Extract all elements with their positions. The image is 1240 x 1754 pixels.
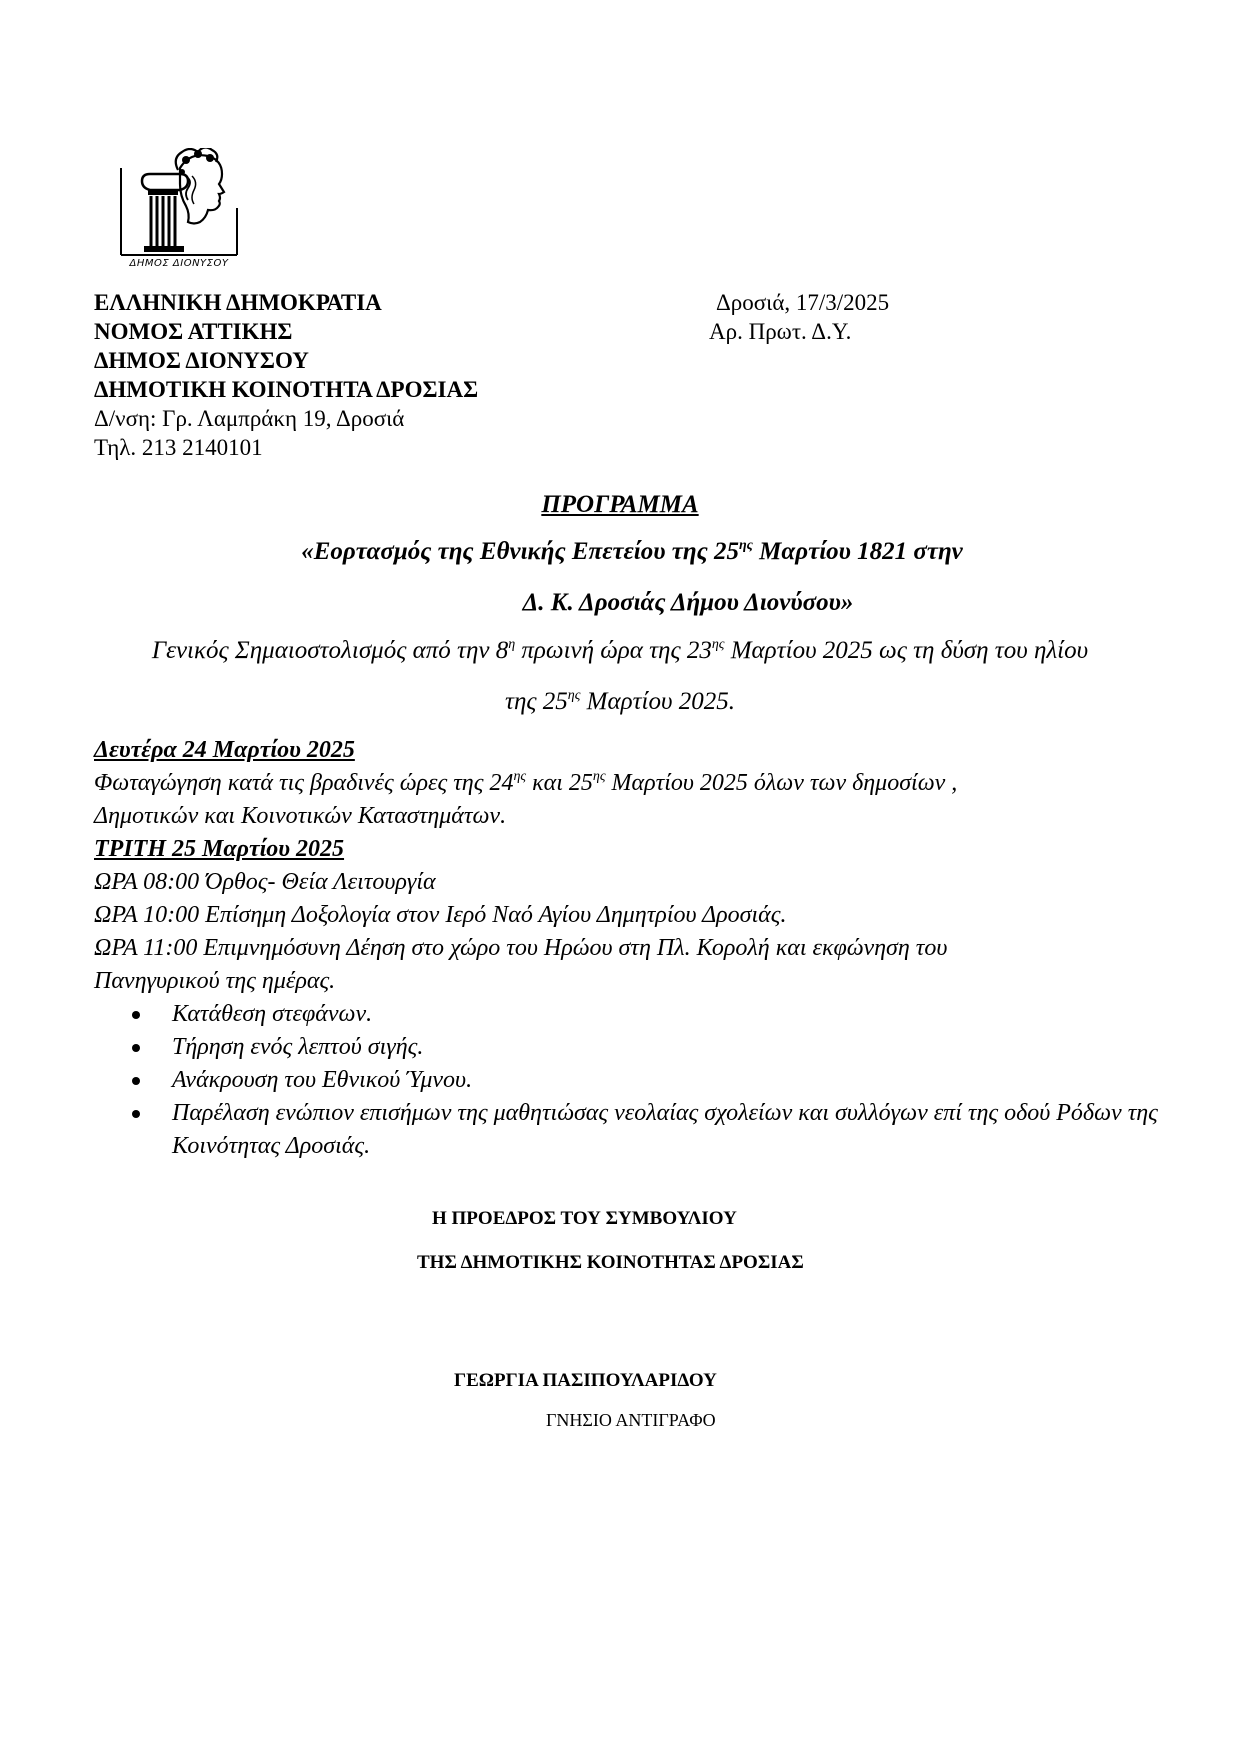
- signature-title-line2: ΤΗΣ ΔΗΜΟΤΙΚΗΣ ΚΟΙΝΟΤΗΤΑΣ ΔΡΟΣΙΑΣ: [417, 1252, 804, 1273]
- tuesday-item-1100-line2: Πανηγυρικού της ημέρας.: [94, 968, 336, 994]
- schedule-body: [94, 734, 1154, 998]
- ordinal-suffix: η: [508, 637, 516, 652]
- header-republic: ΕΛΛΗΝΙΚΗ ΔΗΜΟΚΡΑΤΙΑ: [94, 290, 382, 315]
- flag-decoration-line2: [0, 688, 1240, 716]
- signature-title-line1: Η ΠΡΟΕΔΡΟΣ ΤΟΥ ΣΥΜΒΟΥΛΙΟΥ: [432, 1208, 737, 1229]
- list-item: [124, 1097, 1164, 1163]
- bullet-text: Παρέλαση ενώπιον επισήμων της μαθητιώσας νεολαίας σχολείων και συλλόγων επί της οδού Ρόδων της Κοινότητας Δροσιάς.: [172, 1100, 1158, 1159]
- tuesday-heading: ΤΡΙΤΗ 25 Μαρτίου 2025: [94, 836, 345, 862]
- flag-text-part: Μαρτίου 2025.: [580, 688, 735, 715]
- sender-header: [94, 288, 478, 462]
- true-copy-note: ΓΝΗΣΙΟ ΑΝΤΙΓΡΑΦΟ: [546, 1410, 716, 1430]
- ordinal-suffix: ης: [513, 769, 527, 784]
- bullet-icon: [132, 1011, 140, 1019]
- monday-text-part: και 25: [526, 770, 593, 796]
- header-prefecture: ΝΟΜΟΣ ΑΤΤΙΚΗΣ: [94, 319, 293, 344]
- event-title-part: «Εορτασμός της Εθνικής Επετείου της 25: [301, 538, 739, 565]
- bullet-text: Κατάθεση στεφάνων.: [172, 1001, 373, 1027]
- bullet-icon: [132, 1110, 140, 1118]
- tuesday-item-1000: ΩΡΑ 10:00 Επίσημη Δοξολογία στον Ιερό Ναό Αγίου Δημητρίου Δροσιάς.: [94, 902, 787, 928]
- bullet-icon: [132, 1044, 140, 1052]
- logo-caption: ΔΗΜΟΣ ΔΙΟΝΥΣΟΥ: [129, 258, 229, 269]
- bullet-text: Τήρηση ενός λεπτού σιγής.: [172, 1034, 424, 1060]
- bullet-icon: [132, 1077, 140, 1085]
- ordinal-suffix: ης: [711, 637, 725, 652]
- monday-heading: Δευτέρα 24 Μαρτίου 2025: [94, 737, 355, 763]
- ordinal-suffix: ης: [738, 538, 753, 553]
- flag-text-part: πρωινή ώρα της 23: [515, 637, 712, 664]
- tuesday-item-0800: ΩΡΑ 08:00 Όρθος- Θεία Λειτουργία: [94, 869, 436, 895]
- tuesday-item-1100-line1: ΩΡΑ 11:00 Επιμνημόσυνη Δέηση στο χώρο του Ηρώου στη Πλ. Κορολή και εκφώνηση του: [94, 935, 948, 961]
- list-item: [124, 1031, 1164, 1064]
- signatory-name: ΓΕΩΡΓΙΑ ΠΑΣΙΠΟΥΛΑΡΙΔΟΥ: [454, 1370, 717, 1391]
- flag-text-part: της 25: [505, 688, 568, 715]
- program-heading: ΠΡΟΓΡΑΜΜΑ: [541, 491, 699, 518]
- flag-decoration-line1: [0, 637, 1240, 665]
- monday-text-part: Μαρτίου 2025 όλων των δημοσίων ,: [605, 770, 958, 796]
- monday-text-line1: [94, 767, 1154, 800]
- monday-text-line2: Δημοτικών και Κοινοτικών Καταστημάτων.: [94, 803, 507, 829]
- event-title-line1: [12, 538, 1240, 566]
- monday-text-part: Φωταγώγηση κατά τις βραδινές ώρες της 24: [94, 770, 514, 796]
- ordinal-suffix: ης: [592, 769, 606, 784]
- document-date: Δροσιά, 17/3/2025: [716, 290, 890, 315]
- ordinal-suffix: ης: [567, 688, 581, 703]
- event-title-line2: Δ. Κ. Δροσιάς Δήμου Διονύσου»: [522, 589, 854, 616]
- event-title-part: Μαρτίου 1821 στην: [752, 538, 963, 565]
- list-item: [124, 998, 1164, 1031]
- flag-text-part: Μαρτίου 2025 ως τη δύση του ηλίου: [724, 637, 1089, 664]
- list-item: [124, 1064, 1164, 1097]
- header-phone: Τηλ. 213 2140101: [94, 435, 263, 460]
- ceremony-bullet-list: [124, 998, 1164, 1163]
- bullet-text: Ανάκρουση του Εθνικού Ύμνου.: [172, 1067, 473, 1093]
- header-municipality: ΔΗΜΟΣ ΔΙΟΝΥΣΟΥ: [94, 348, 309, 373]
- municipality-logo: [120, 148, 238, 280]
- protocol-number: Αρ. Πρωτ. Δ.Υ.: [709, 319, 852, 344]
- header-community: ΔΗΜΟΤΙΚΗ ΚΟΙΝΟΤΗΤΑ ΔΡΟΣΙΑΣ: [94, 377, 479, 402]
- flag-text-part: Γενικός Σημαιοστολισμός από την 8: [151, 637, 509, 664]
- column-head-emblem-icon: [120, 148, 238, 256]
- header-address: Δ/νση: Γρ. Λαμπράκη 19, Δροσιά: [94, 406, 405, 431]
